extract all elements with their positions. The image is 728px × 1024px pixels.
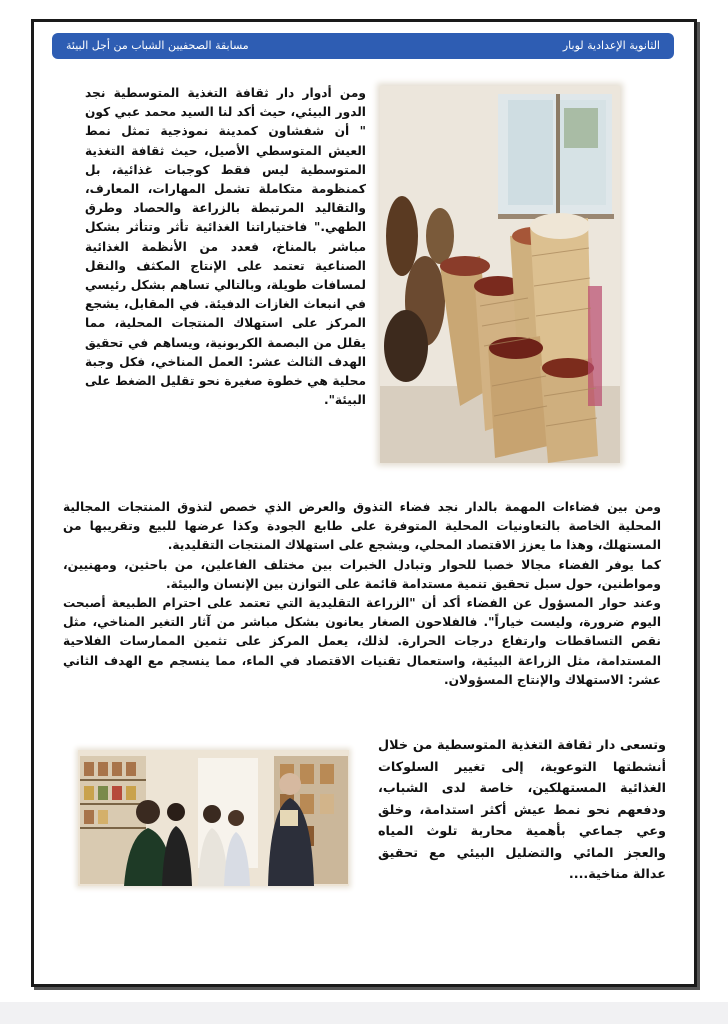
students-illustration <box>78 750 349 886</box>
header-bar <box>52 33 674 59</box>
article-paragraph-4: وعند حوار المسؤول عن الفضاء أكد أن "الزراعة التقليدية التي تعتمد على احترام الطبيعة أصبحت اليوم ضرورة، وليست خياراً". فالفلاحون الصغار يعانون بشكل مباشر من آثار التغير المناخي، مثل نقص التساقطات وارتفاع درجات الحرارة. لذلك، يعمل المركز على تثمين الممارسات الفلاحية المستدامة، مثل الزراعة البيئية، واستعمال تقنيات الاقتصاد في الماء، مما ينسجم مع الهدف الثاني عشر: الاستهلاك والإنتاج المسؤولان. <box>63 596 661 687</box>
baskets-photo <box>380 86 620 463</box>
viewer-bottom-strip <box>0 1002 728 1024</box>
competition-title: مسابقة الصحفيين الشباب من أجل البيئة <box>66 39 249 52</box>
school-name: الثانوية الإعدادية لوبار <box>562 39 660 52</box>
article-paragraph-1: ومن أدوار دار ثقافة التغذية المتوسطية نجد الدور البيئي، حيث أكد لنا السيد محمد عبي كون " أن شفشاون كمدينة نموذجية تمثل نمط العيش المتوسطي الأصيل، حيث ثقافة التغذية المتوسطية ليس فقط كوجبات غذائية، بل كمنظومة متكاملة تشمل المهارات، المعارف، والتقاليد المرتبطة بالزراعة والحصاد وطرق الطهي." فاختياراتنا الغذائية تأثر وتتأثر بشكل مباشر بالمناخ، فعدد من الأنظمة الغذائية الصناعية تعتمد على الإنتاج المكثف والنقل لمسافات طويلة، وبالتالي تساهم بشكل رئيسي في انبعاث الغازات الدفيئة. في المقابل، يشجع المركز على استهلاك المنتجات المحلية، مما يقلل من البصمة الكربونية، ويساهم في تحقيق الهدف الثالث عشر: العمل المناخي، فكل وجبة محلية هي خطوة صغيرة نحو تقليل الضغط على البيئة". <box>85 86 366 408</box>
article-paragraph-5: وتسعى دار ثقافة التغذية المتوسطية من خلال أنشطتها التوعوية، إلى تغيير السلوكات الغذائية المستهلكين، خاصة لدى الشباب، ودفعهم نحو نمط عيش أكثر استدامة، وخلق وعي جماعي بأهمية محاربة تلوث المياه والعجز المائي والتضليل البيئي مع تحقيق عدالة مناخية.... <box>378 738 666 882</box>
article-paragraph-3: كما يوفر الفضاء مجالا خصبا للحوار وتبادل الخبرات بين مختلف الفاعلين، من باحثين، ومهنيين، ومواطنين، حول سبل تحقيق تنمية مستدامة قائمة على التوازن بين الإنسان والبيئة. <box>63 557 661 591</box>
article-body-middle <box>63 498 661 690</box>
article-paragraph-2: ومن بين فضاءات المهمة بالدار نجد فضاء التذوق والعرض الذي خصص لتذوق المنتجات المجالية المحلية الخاصة بالتعاونيات المحلية المتوفرة على طابع الجودة وكذا عرضها للبيع وتقريبها من المستهلك، وهذا ما يعزز الاقتصاد المحلي، ويشجع على استهلاك المنتجات التقليدية. <box>63 500 661 553</box>
students-visit-photo <box>78 750 349 886</box>
baskets-illustration <box>380 86 620 463</box>
